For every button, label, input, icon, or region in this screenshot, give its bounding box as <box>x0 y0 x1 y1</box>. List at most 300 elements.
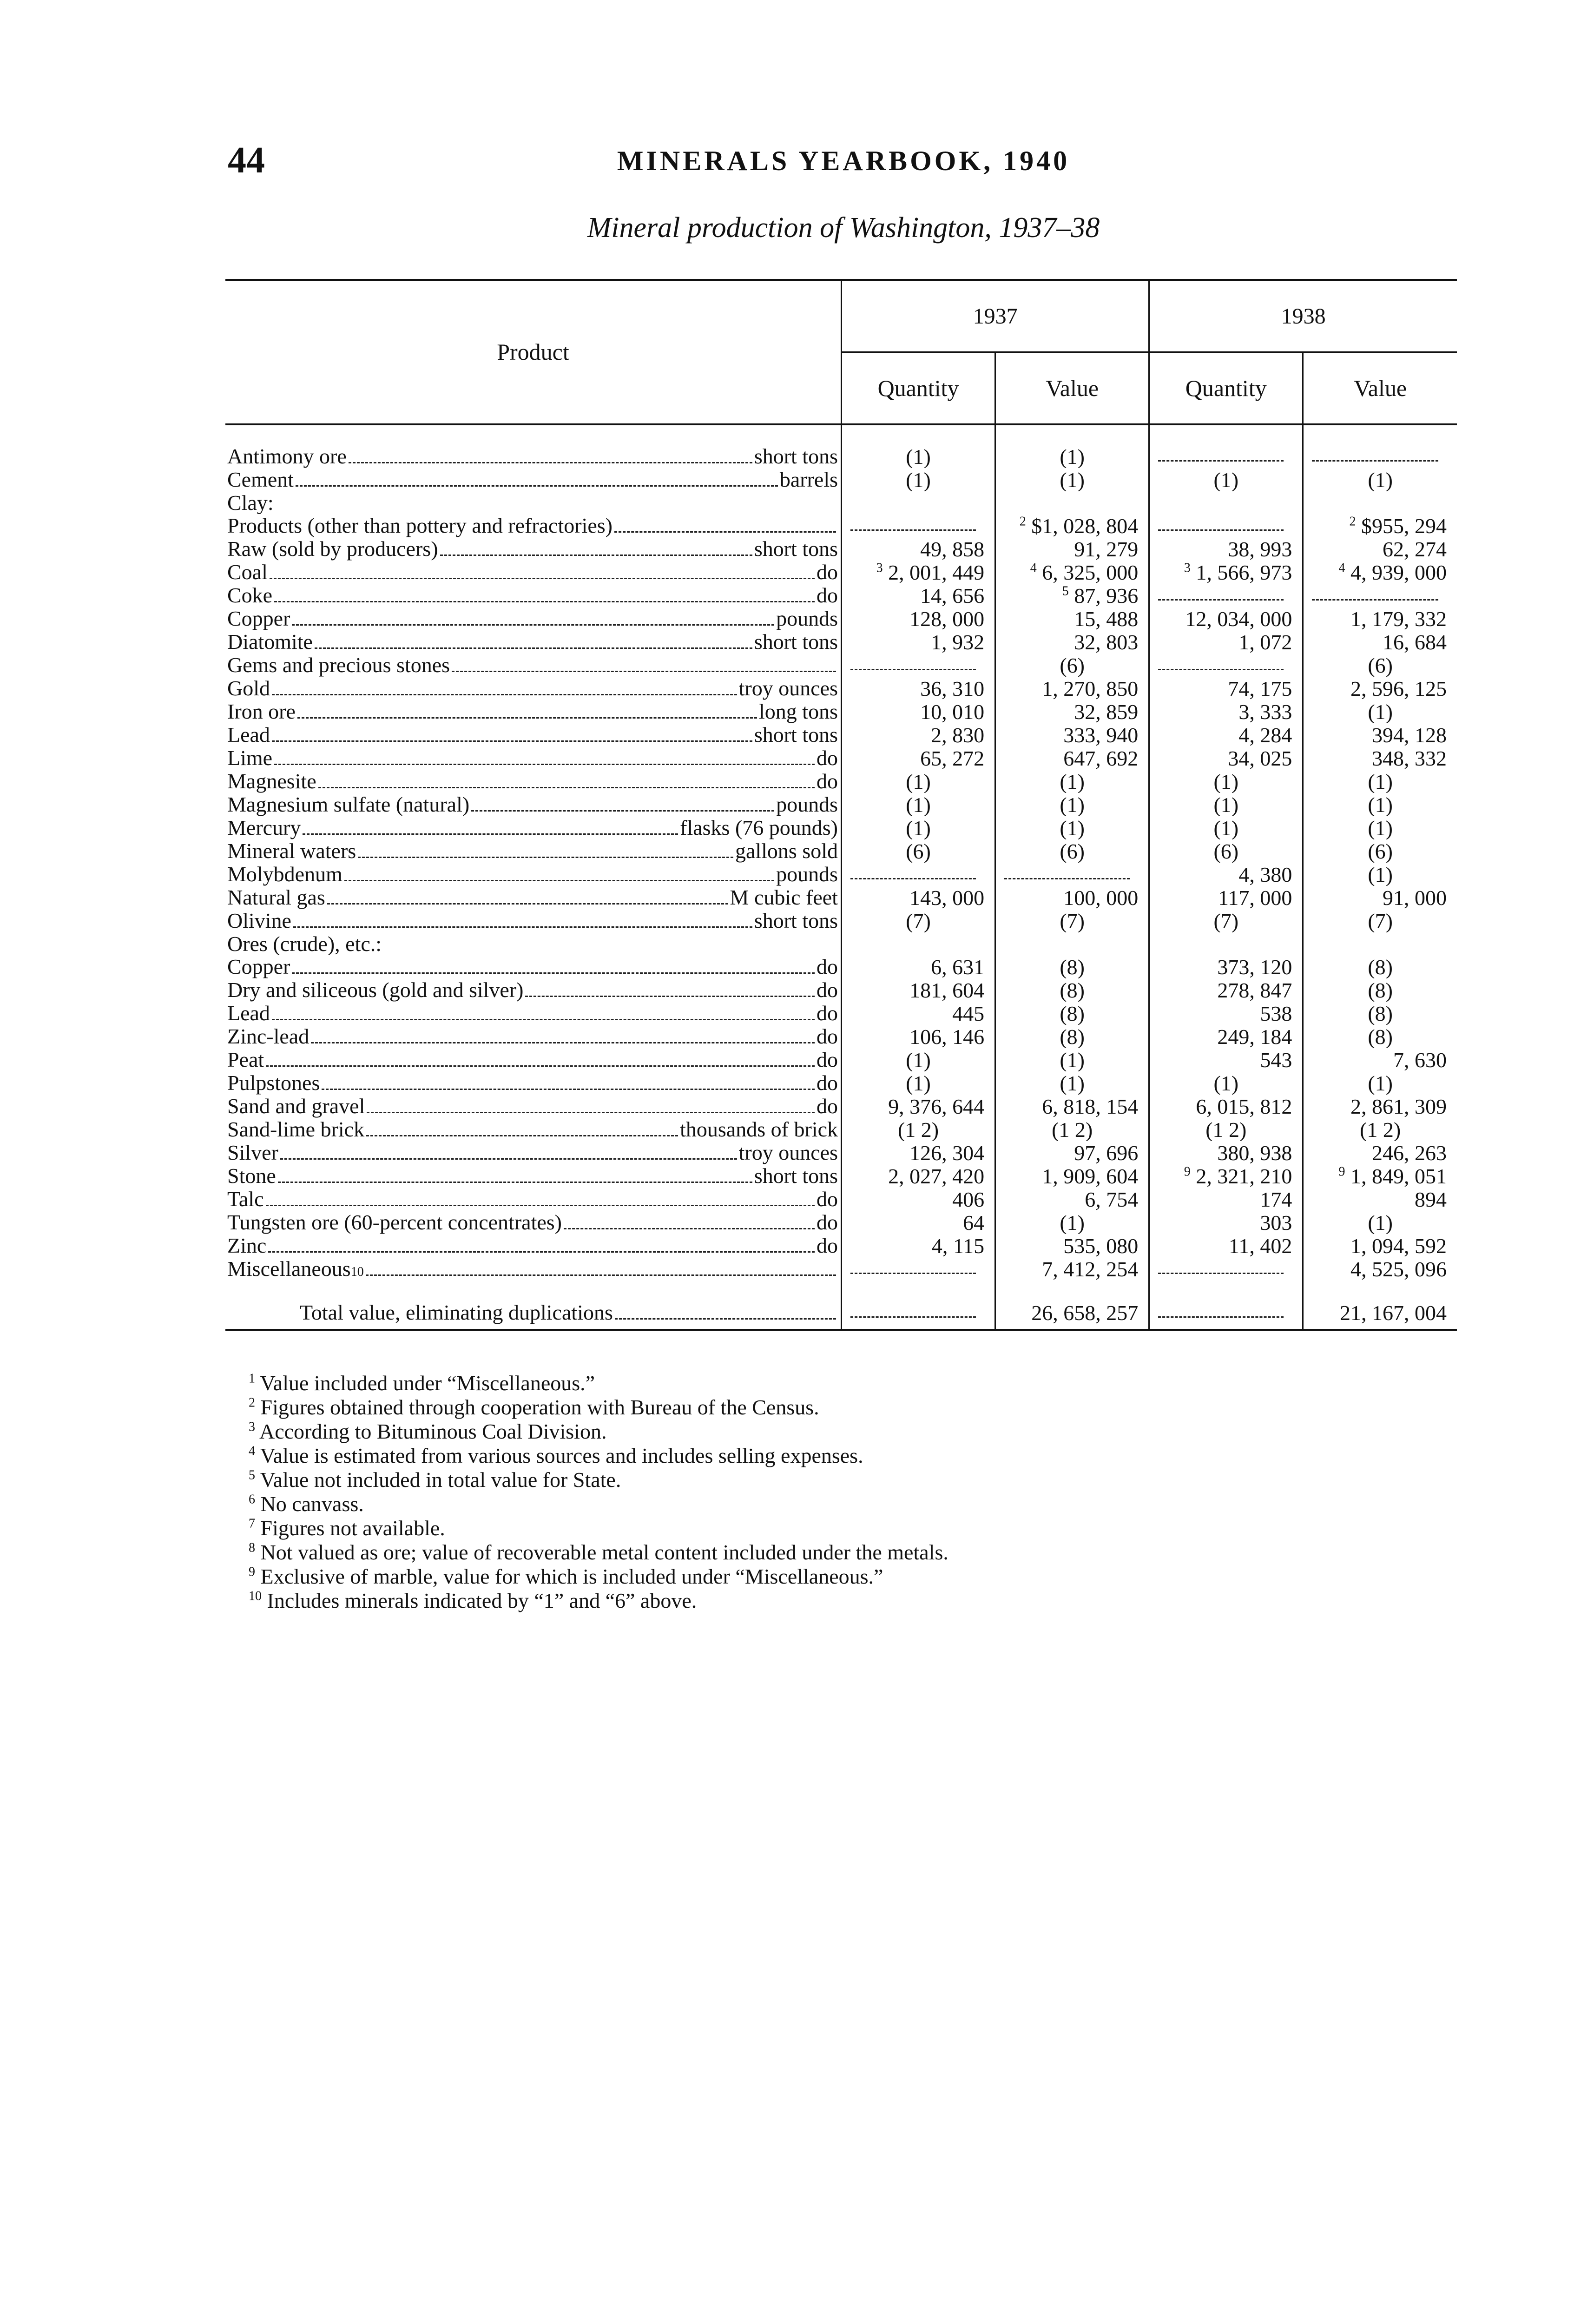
cell-value: 74, 175 <box>1228 677 1292 700</box>
dot-leader <box>564 1228 815 1229</box>
cell-value: 1, 179, 332 <box>1350 607 1447 630</box>
total-value: 26, 658, 257 <box>1031 1301 1139 1325</box>
dash-leader <box>1158 1273 1284 1274</box>
table-row <box>225 978 1457 1002</box>
cell-value: 4, 380 <box>1238 863 1292 886</box>
table-row <box>225 1095 1457 1118</box>
dot-leader <box>274 601 815 602</box>
value-1938-cell <box>1303 561 1457 584</box>
value-1938-cell <box>1303 1095 1457 1118</box>
cell-value: 6, 325, 000 <box>1042 561 1139 584</box>
dot-leader <box>270 578 815 579</box>
product-cell <box>225 630 842 654</box>
cell-value: (8) <box>1060 1002 1085 1025</box>
footnote-number: 4 <box>249 1444 255 1459</box>
product-cell <box>225 584 842 607</box>
quantity-1938-cell <box>1149 1164 1303 1188</box>
product-unit: do <box>817 978 838 1002</box>
quantity-1937-cell <box>842 1164 995 1188</box>
product-unit: short tons <box>754 537 838 561</box>
cell-value: 348, 332 <box>1372 746 1447 770</box>
footnote-text: No canvass. <box>260 1492 364 1516</box>
quantity-1938-cell <box>1149 1025 1303 1048</box>
quantity-1938-cell <box>1149 584 1303 607</box>
quantity-1938-cell <box>1149 839 1303 863</box>
dot-leader <box>367 1112 815 1113</box>
value-1938-cell <box>1303 1257 1457 1281</box>
quantity-1937-cell <box>842 839 995 863</box>
value-1938-cell <box>1303 607 1457 630</box>
cell-value: 2, 321, 210 <box>1196 1164 1292 1188</box>
cell-value: (6) <box>1060 654 1085 677</box>
quantity-1938-cell <box>1149 816 1303 839</box>
quantity-1938-cell <box>1149 746 1303 770</box>
quantity-1938-cell <box>1149 1095 1303 1118</box>
value-1938-cell <box>1303 746 1457 770</box>
column-header-quantity-1938: Quantity <box>1149 352 1303 425</box>
cell-value: (1) <box>906 793 931 816</box>
value-1937-cell <box>995 1141 1149 1164</box>
quantity-1937-cell <box>842 607 995 630</box>
column-header-quantity-1937: Quantity <box>842 352 995 425</box>
dot-leader <box>280 1158 737 1160</box>
cell-value: 143, 000 <box>909 886 985 909</box>
cell-value: (1) <box>1060 1211 1085 1234</box>
dot-leader <box>349 462 752 463</box>
footnote <box>249 1589 1457 1613</box>
product-cell <box>225 1211 842 1234</box>
value-1938-cell <box>1303 1071 1457 1095</box>
cell-value: 91, 000 <box>1383 886 1447 909</box>
dot-leader <box>366 1274 836 1276</box>
footnote <box>249 1371 1457 1395</box>
cell-value: 4, 525, 096 <box>1350 1257 1447 1281</box>
quantity-1937-cell <box>842 1211 995 1234</box>
table-row <box>225 746 1457 770</box>
cell-value: 36, 310 <box>920 677 985 700</box>
table-row <box>225 537 1457 561</box>
dot-leader <box>614 531 836 533</box>
footnote-number: 10 <box>249 1589 262 1604</box>
value-1938-cell <box>1303 816 1457 839</box>
cell-value: 1, 909, 604 <box>1042 1164 1139 1188</box>
quantity-1937-cell <box>842 723 995 746</box>
quantity-1938-cell <box>1149 677 1303 700</box>
value-1938-cell <box>1303 1118 1457 1141</box>
product-cell <box>225 561 842 584</box>
value-1937-cell <box>995 816 1149 839</box>
table-row <box>225 723 1457 746</box>
quantity-1937-cell <box>842 886 995 909</box>
table-row <box>225 514 1457 537</box>
value-1937-cell <box>995 1164 1149 1188</box>
table-row <box>225 955 1457 978</box>
running-title: MINERALS YEARBOOK, 1940 <box>617 145 1070 176</box>
cell-value: 11, 402 <box>1229 1234 1292 1257</box>
dot-leader <box>266 1065 815 1067</box>
quantity-1937-cell <box>842 514 995 537</box>
product-unit: M cubic feet <box>730 886 838 909</box>
cell-value: (1) <box>1060 816 1085 839</box>
table-row <box>225 654 1457 677</box>
cell-value: (1) <box>1368 793 1393 816</box>
cell-value: (1) <box>1368 1211 1393 1234</box>
cell-value: (1) <box>1368 816 1393 839</box>
value-1937-cell <box>995 909 1149 932</box>
value-1938-cell <box>1303 537 1457 561</box>
value-1938-cell <box>1303 1141 1457 1164</box>
cell-value: 1, 094, 592 <box>1350 1234 1447 1257</box>
quantity-1937-cell <box>842 863 995 886</box>
product-name: Magnesium sulfate (natural) <box>227 793 470 816</box>
column-header-value-1937: Value <box>995 352 1149 425</box>
table-row <box>225 1048 1457 1071</box>
dash-leader <box>1158 460 1284 462</box>
cell-value: (7) <box>906 909 931 932</box>
value-1938-cell <box>1303 468 1457 491</box>
product-cell <box>225 1048 842 1071</box>
table-row <box>225 607 1457 630</box>
cell-value: (1) <box>1368 770 1393 793</box>
footnote-text: Figures obtained through cooperation with Bureau of the Census. <box>260 1395 819 1419</box>
cell-value: 32, 859 <box>1074 700 1139 723</box>
product-cell <box>225 932 842 955</box>
cell-value: 535, 080 <box>1063 1234 1139 1257</box>
value-1937-cell <box>995 1257 1149 1281</box>
value-1937-cell <box>995 491 1149 514</box>
table-row <box>225 886 1457 909</box>
value-1937-cell <box>995 1211 1149 1234</box>
cell-value: (1) <box>1060 793 1085 816</box>
value-1938-cell <box>1303 1211 1457 1234</box>
product-unit: barrels <box>779 468 838 491</box>
product-cell <box>225 955 842 978</box>
value-1938-cell <box>1303 1188 1457 1211</box>
quantity-1938-cell <box>1149 514 1303 537</box>
footnote-number: 1 <box>249 1371 255 1386</box>
value-1937-cell <box>995 1048 1149 1071</box>
dot-leader <box>293 926 752 928</box>
quantity-1937-cell <box>842 770 995 793</box>
footnote-ref: 4 <box>1030 561 1037 575</box>
product-unit: do <box>817 770 838 793</box>
value-1938-cell <box>1303 886 1457 909</box>
cell-value: 9, 376, 644 <box>888 1095 985 1118</box>
value-1937-cell <box>995 654 1149 677</box>
product-name: Diatomite <box>227 630 313 654</box>
value-1937-cell <box>995 839 1149 863</box>
quantity-1937-cell <box>842 445 995 468</box>
footnote-text: Includes minerals indicated by “1” and “6” above. <box>267 1589 697 1612</box>
quantity-1938-cell <box>1149 1118 1303 1141</box>
cell-value: 2, 861, 309 <box>1350 1095 1447 1118</box>
cell-value: 394, 128 <box>1372 723 1447 746</box>
cell-value: 4, 284 <box>1238 723 1292 746</box>
footnote-ref: 3 <box>1184 561 1191 575</box>
footnote <box>249 1492 1457 1516</box>
cell-value: 538 <box>1260 1002 1292 1025</box>
quantity-1937-cell <box>842 1118 995 1141</box>
quantity-1937-cell <box>842 1234 995 1257</box>
value-1937-cell <box>995 1234 1149 1257</box>
dash-leader <box>850 878 976 879</box>
product-unit: do <box>817 1025 838 1048</box>
table-row <box>225 1141 1457 1164</box>
table-row <box>225 584 1457 607</box>
cell-value: 373, 120 <box>1217 955 1292 978</box>
dot-leader <box>296 485 778 487</box>
product-cell <box>225 1071 842 1095</box>
table-row <box>225 816 1457 839</box>
column-header-product: Product <box>225 280 842 424</box>
product-name: Coke <box>227 584 273 607</box>
quantity-1938-cell <box>1149 909 1303 932</box>
cell-value: (1) <box>1213 468 1239 491</box>
product-unit: do <box>817 1188 838 1211</box>
cell-value: $955, 294 <box>1361 514 1447 537</box>
quantity-1938-cell <box>1149 537 1303 561</box>
table-row <box>225 909 1457 932</box>
cell-value: (8) <box>1368 978 1393 1002</box>
product-cell <box>225 723 842 746</box>
value-1937-cell <box>995 1095 1149 1118</box>
dash-leader <box>1158 669 1284 670</box>
footnote-text: Value included under “Miscellaneous.” <box>260 1371 595 1395</box>
cell-value: (1) <box>1213 816 1239 839</box>
dot-leader <box>315 647 752 649</box>
dash-leader <box>850 529 976 531</box>
product-name: Gold <box>227 677 270 700</box>
product-unit: flasks (76 pounds) <box>680 816 838 839</box>
total-value-cell <box>1303 1297 1457 1330</box>
product-name: Lead <box>227 1002 270 1025</box>
product-name: Lime <box>227 746 273 770</box>
product-unit: short tons <box>754 909 838 932</box>
cell-value: 406 <box>952 1188 985 1211</box>
cell-value: (6) <box>1368 654 1393 677</box>
quantity-1937-cell <box>842 468 995 491</box>
product-unit: do <box>817 584 838 607</box>
footnote-ref: 5 <box>1062 584 1069 599</box>
product-name: Cement <box>227 468 294 491</box>
cell-value: (1) <box>906 468 931 491</box>
cell-value: 278, 847 <box>1217 978 1292 1002</box>
quantity-1938-cell <box>1149 1048 1303 1071</box>
column-header-1938: 1938 <box>1149 280 1457 352</box>
cell-value: 6, 818, 154 <box>1042 1095 1139 1118</box>
cell-value: 34, 025 <box>1228 746 1292 770</box>
product-cell <box>225 1164 842 1188</box>
dot-leader <box>292 972 815 974</box>
product-name: Molybdenum <box>227 863 342 886</box>
dot-leader <box>344 880 774 881</box>
footnote-number: 9 <box>249 1565 255 1579</box>
value-1938-cell <box>1303 584 1457 607</box>
footnote <box>249 1444 1457 1468</box>
dash-leader <box>1158 529 1284 531</box>
table-row <box>225 1002 1457 1025</box>
product-cell <box>225 1234 842 1257</box>
total-label: Total value, eliminating duplications <box>300 1301 613 1324</box>
quantity-1937-cell <box>842 955 995 978</box>
dot-leader <box>272 740 752 742</box>
quantity-1937-cell <box>842 1025 995 1048</box>
dot-leader <box>268 1251 815 1253</box>
quantity-1937-cell <box>842 1188 995 1211</box>
cell-value: 126, 304 <box>909 1141 985 1164</box>
dash-leader <box>1312 460 1438 462</box>
cell-value: 246, 263 <box>1372 1141 1447 1164</box>
cell-value: 97, 696 <box>1074 1141 1139 1164</box>
table-row <box>225 839 1457 863</box>
footnote-number: 7 <box>249 1516 255 1531</box>
cell-value: 1, 932 <box>931 630 985 654</box>
value-1937-cell <box>995 468 1149 491</box>
value-1938-cell <box>1303 723 1457 746</box>
value-1938-cell <box>1303 932 1457 955</box>
product-unit: do <box>817 1071 838 1095</box>
product-unit: thousands of brick <box>680 1118 838 1141</box>
cell-value: (1 2) <box>1360 1118 1401 1141</box>
value-1938-cell <box>1303 863 1457 886</box>
dot-leader <box>297 717 757 719</box>
dot-leader <box>471 810 774 812</box>
value-1938-cell <box>1303 445 1457 468</box>
cell-value: 647, 692 <box>1063 746 1139 770</box>
cell-value: 6, 754 <box>1085 1188 1139 1211</box>
table-row <box>225 1071 1457 1095</box>
quantity-1937-cell <box>842 491 995 514</box>
quantity-1938-cell <box>1149 1002 1303 1025</box>
quantity-1937-cell <box>842 1002 995 1025</box>
table-row <box>225 491 1457 514</box>
quantity-1938-cell <box>1149 630 1303 654</box>
cell-value: 4, 115 <box>931 1234 985 1257</box>
product-unit: do <box>817 1211 838 1234</box>
cell-value: $1, 028, 804 <box>1031 514 1139 537</box>
footnote <box>249 1565 1457 1589</box>
footnote-number: 2 <box>249 1395 255 1410</box>
dash-leader <box>850 1316 976 1318</box>
footnote-text: Exclusive of marble, value for which is included under “Miscellaneous.” <box>260 1565 883 1588</box>
cell-value: 2, 830 <box>931 723 985 746</box>
dot-leader <box>525 996 815 997</box>
product-unit: do <box>817 1234 838 1257</box>
value-1937-cell <box>995 955 1149 978</box>
cell-value: (1) <box>906 770 931 793</box>
product-name: Zinc-lead <box>227 1025 310 1048</box>
quantity-1938-cell <box>1149 932 1303 955</box>
cell-value: 10, 010 <box>920 700 985 723</box>
cell-value: 87, 936 <box>1074 584 1139 607</box>
table-row <box>225 1164 1457 1188</box>
product-cell <box>225 863 842 886</box>
quantity-1937-cell <box>842 932 995 955</box>
cell-value: 7, 630 <box>1393 1048 1447 1071</box>
quantity-1938-cell <box>1149 1188 1303 1211</box>
product-cell <box>225 700 842 723</box>
cell-value: (7) <box>1060 909 1085 932</box>
table-body <box>225 424 1457 1330</box>
footnote-ref: 4 <box>1338 561 1345 575</box>
product-cell <box>225 978 842 1002</box>
cell-value: 303 <box>1260 1211 1292 1234</box>
value-1938-cell <box>1303 1234 1457 1257</box>
product-name: Olivine <box>227 909 291 932</box>
cell-value: 32, 803 <box>1074 630 1139 654</box>
product-unit: long tons <box>759 700 838 723</box>
product-unit: short tons <box>754 445 838 468</box>
quantity-1938-cell <box>1149 863 1303 886</box>
product-name: Iron ore <box>227 700 296 723</box>
table-row <box>225 630 1457 654</box>
cell-value: 12, 034, 000 <box>1185 607 1292 630</box>
cell-value: (1) <box>1060 468 1085 491</box>
cell-value: (8) <box>1368 1002 1393 1025</box>
dot-leader <box>266 1205 815 1206</box>
dot-leader <box>278 1182 752 1183</box>
footnote <box>249 1516 1457 1540</box>
cell-value: (1) <box>906 1071 931 1095</box>
product-cell <box>225 607 842 630</box>
dot-leader <box>311 1042 815 1043</box>
cell-value: (1) <box>906 1048 931 1071</box>
value-1938-cell <box>1303 677 1457 700</box>
product-name: Lead <box>227 723 270 746</box>
quantity-1938-cell <box>1149 1071 1303 1095</box>
cell-value: 7, 412, 254 <box>1042 1257 1139 1281</box>
quantity-1937-cell <box>842 561 995 584</box>
quantity-1937-cell <box>842 1141 995 1164</box>
product-cell <box>225 909 842 932</box>
cell-value: (8) <box>1060 978 1085 1002</box>
product-cell <box>225 677 842 700</box>
footnote-text: Value not included in total value for State. <box>260 1468 621 1492</box>
cell-value: 6, 631 <box>931 955 985 978</box>
product-unit: short tons <box>754 1164 838 1188</box>
cell-value: (1 2) <box>1205 1118 1247 1141</box>
table-row <box>225 677 1457 700</box>
product-unit: troy ounces <box>738 677 838 700</box>
footnote-ref: 2 <box>1019 514 1026 529</box>
cell-value: (1) <box>1060 1071 1085 1095</box>
product-name: Mercury <box>227 816 301 839</box>
cell-value: (1) <box>1060 445 1085 468</box>
quantity-1937-cell <box>842 537 995 561</box>
quantity-1938-cell <box>1149 607 1303 630</box>
cell-value: 894 <box>1415 1188 1447 1211</box>
product-unit: pounds <box>776 607 838 630</box>
product-name: Stone <box>227 1164 276 1188</box>
cell-value: 2, 027, 420 <box>888 1164 985 1188</box>
footnote-ref: 2 <box>1349 514 1356 529</box>
product-name: Sand and gravel <box>227 1095 365 1118</box>
product-name: Tungsten ore (60-percent concentrates) <box>227 1211 562 1234</box>
product-unit: do <box>817 1002 838 1025</box>
cell-value: 333, 940 <box>1063 723 1139 746</box>
cell-value: 445 <box>952 1002 985 1025</box>
value-1938-cell <box>1303 839 1457 863</box>
product-unit: short tons <box>754 630 838 654</box>
table-row <box>225 793 1457 816</box>
cell-value: (1) <box>1213 770 1239 793</box>
cell-value: (7) <box>1368 909 1393 932</box>
product-cell <box>225 491 842 514</box>
quantity-1938-cell <box>1149 1141 1303 1164</box>
cell-value: (1) <box>1368 468 1393 491</box>
cell-value: (1 2) <box>1052 1118 1093 1141</box>
dash-leader <box>1312 599 1438 601</box>
